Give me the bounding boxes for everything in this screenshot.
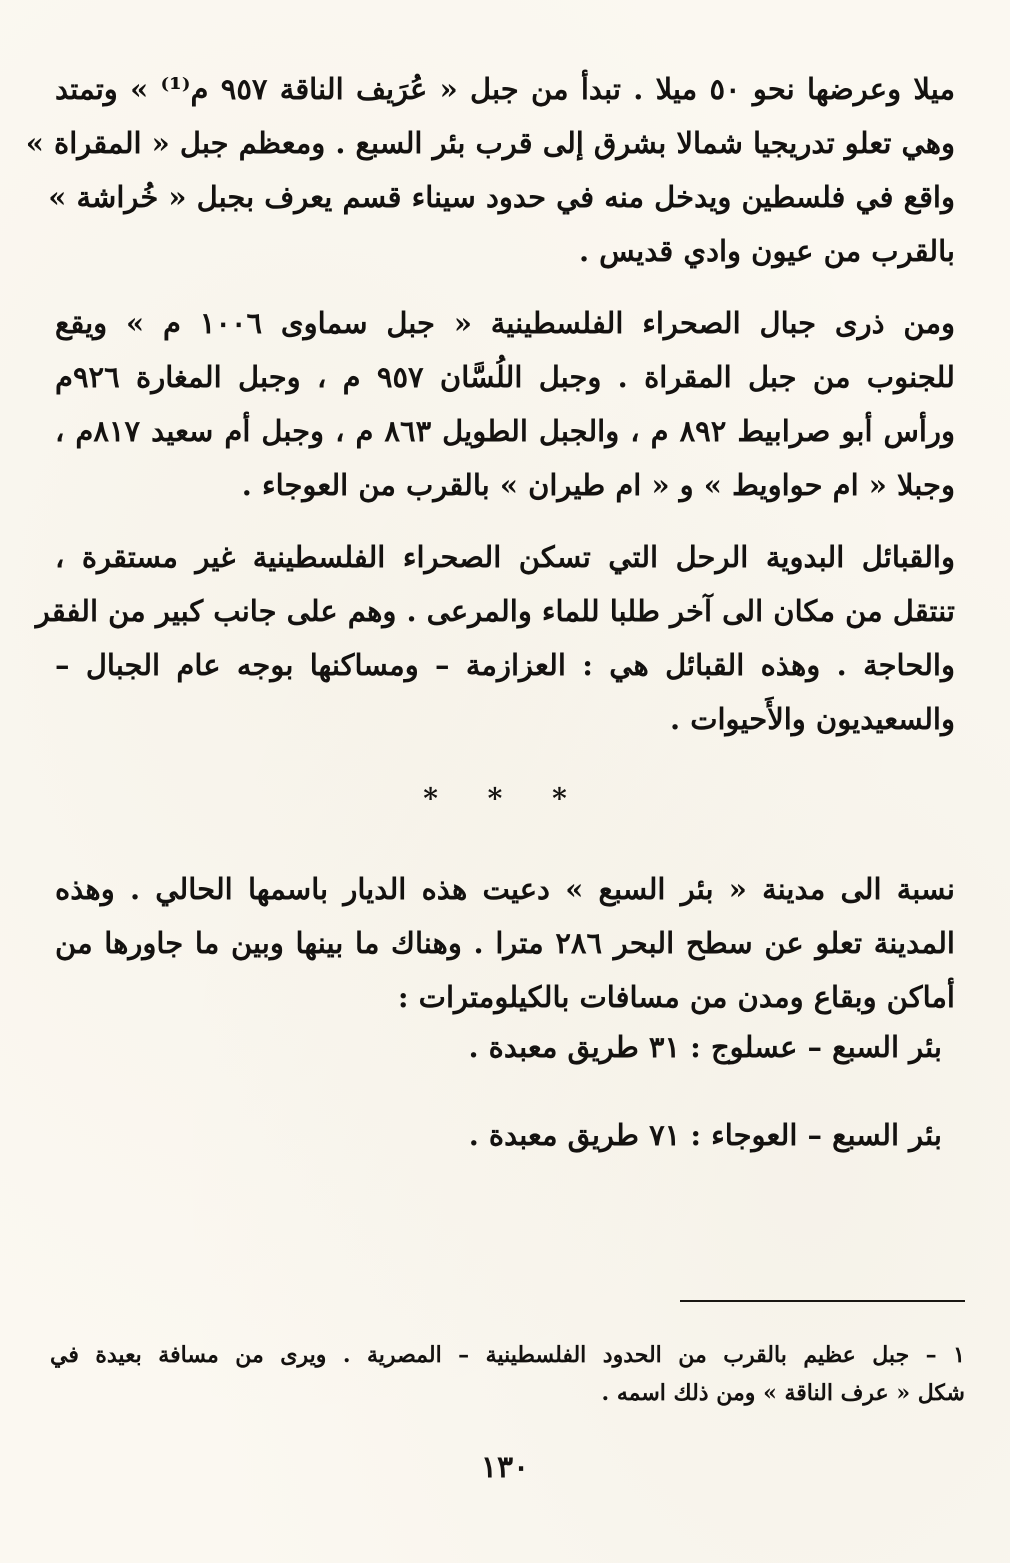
paragraph-line: واقع في فلسطين ويدخل منه في حدود سيناء قسم يعرف بجبل « خُراشة » bbox=[48, 180, 955, 214]
footnote-divider bbox=[680, 1300, 965, 1302]
paragraph-line: والحاجة . وهذه القبائل هي : العزازمة – ومساكنها بوجه عام الجبال – bbox=[55, 648, 955, 682]
distance-entry bbox=[62, 1020, 942, 1074]
page-number: ١٣٠ bbox=[480, 1450, 530, 1485]
paragraph-line: بالقرب من عيون وادي قديس . bbox=[578, 234, 955, 268]
paragraph-line: المدينة تعلو عن سطح البحر ٢٨٦ مترا . وهناك ما بينها وبين ما جاورها من bbox=[55, 926, 955, 960]
paragraph-line: ورأس أبو صرابيط ٨٩٢ م ، والجبل الطويل ٨٦٣ م ، وجبل أم سعيد ٨١٧م ، bbox=[55, 414, 955, 448]
paragraph-line: والقبائل البدوية الرحل التي تسكن الصحراء الفلسطينية غير مستقرة ، bbox=[55, 540, 955, 574]
paragraph-line: أماكن وبقاع ومدن من مسافات بالكيلومترات : bbox=[397, 980, 955, 1014]
paragraph-line: للجنوب من جبل المقراة . وجبل اللُسَّان ٩٥٧ م ، وجبل المغارة ٩٢٦م bbox=[55, 360, 955, 394]
footnote bbox=[50, 1336, 965, 1412]
paragraph-line: وجبلا « ام حواويط » و « ام طيران » بالقرب من العوجاء . bbox=[241, 468, 955, 502]
section-separator: * * * bbox=[423, 782, 587, 815]
paragraph-line: وهي تعلو تدريجيا شمالا بشرق إلى قرب بئر السبع . ومعظم جبل « المقراة » bbox=[25, 126, 955, 160]
footnote-line: شكل « عرف الناقة » ومن ذلك اسمه . bbox=[601, 1380, 965, 1406]
distance-entry bbox=[62, 1108, 942, 1162]
paragraph-line: والسعيديون والأَحيوات . bbox=[670, 702, 955, 736]
distance-line: بئر السبع – عسلوج : ٣١ طريق معبدة . bbox=[468, 1030, 942, 1064]
paragraph-arif-al-naqa bbox=[25, 62, 955, 278]
paragraph-mountain-peaks bbox=[55, 296, 955, 512]
paragraph-beersheba bbox=[55, 862, 955, 1024]
footnote-line: ١ – جبل عظيم بالقرب من الحدود الفلسطينية – المصرية . ويرى من مسافة بعيدة في bbox=[50, 1342, 965, 1368]
paragraph-bedouin-tribes bbox=[35, 530, 955, 746]
paragraph-line: نسبة الى مدينة « بئر السبع » دعيت هذه الديار باسمها الحالي . وهذه bbox=[55, 872, 955, 906]
paragraph-line: ميلا وعرضها نحو ٥٠ ميلا . تبدأ من جبل « عُرَيف الناقة ٩٥٧ م⁽¹⁾ » وتمتد bbox=[55, 72, 955, 106]
paragraph-line: ومن ذرى جبال الصحراء الفلسطينية « جبل سماوى ١٠٠٦ م » ويقع bbox=[55, 306, 955, 340]
paragraph-line: تنتقل من مكان الى آخر طلبا للماء والمرعى . وهم على جانب كبير من الفقر bbox=[35, 594, 955, 628]
distance-line: بئر السبع – العوجاء : ٧١ طريق معبدة . bbox=[468, 1118, 942, 1152]
